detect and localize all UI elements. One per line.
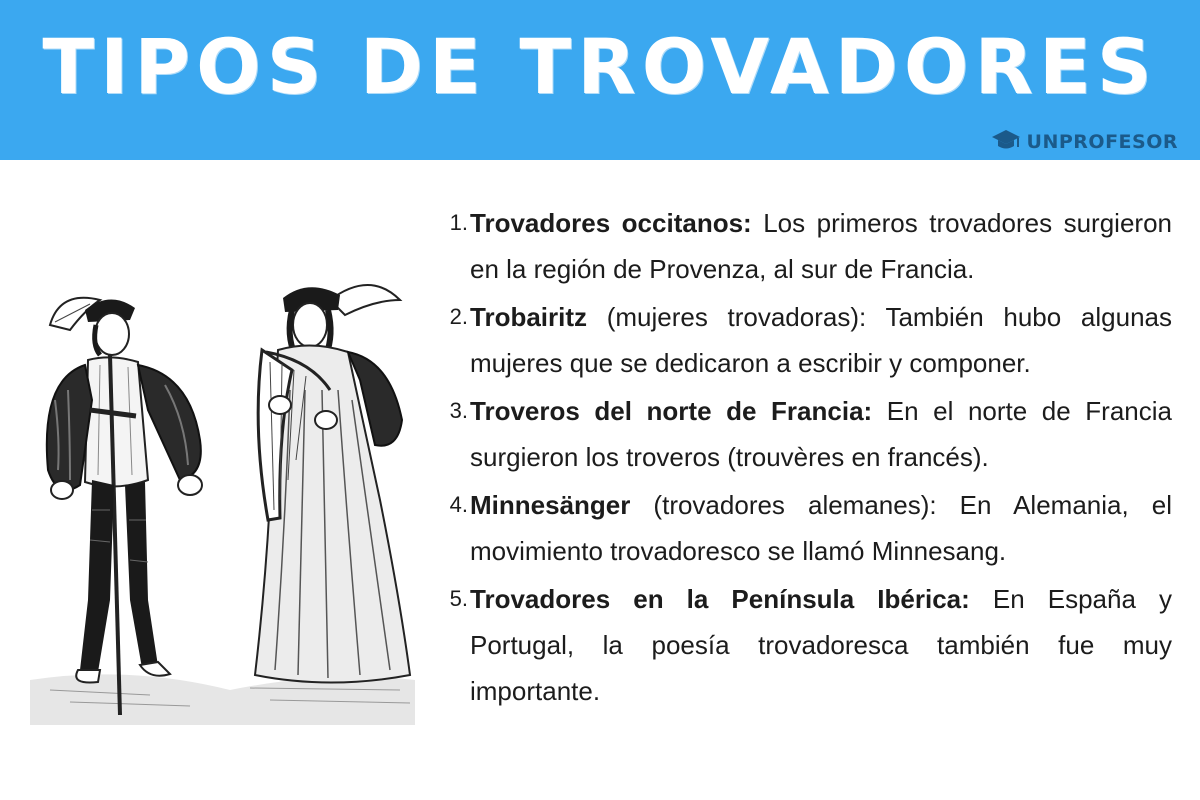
list-item-text: En el norte de Francia surgieron los troveros (trouvères en francés).	[470, 396, 1172, 472]
brand-name: UNPROFESOR	[1026, 131, 1178, 153]
list-item	[440, 388, 1172, 480]
list-item	[440, 294, 1172, 386]
list-item-text: En España y Portugal, la poesía trovadoresca también fue muy importante.	[470, 584, 1173, 706]
brand-logo[interactable]	[991, 128, 1178, 156]
list-item-number: 2.	[449, 304, 468, 329]
list-item-text: Los primeros trovadores surgieron en la región de Provenza, al sur de Francia.	[470, 208, 1172, 284]
list-item-text: (trovadores alemanes): En Alemania, el movimiento trovadoresco se llamó Minnesang.	[470, 490, 1172, 566]
list-item	[440, 576, 1172, 714]
list-item-number: 4.	[449, 492, 468, 517]
list-item-number: 3.	[449, 398, 468, 423]
troubadour-with-harp	[255, 285, 410, 683]
list-item-term: Troveros del norte de Francia:	[470, 396, 873, 426]
troubadours-illustration	[30, 270, 420, 725]
list-item	[440, 482, 1172, 574]
list-item-number: 1.	[449, 210, 468, 235]
troubadour-types-list	[440, 200, 1172, 716]
header-banner	[0, 0, 1200, 160]
list-item-term: Trobairitz	[470, 302, 588, 332]
list-item-term: Trovadores en la Península Ibérica:	[470, 584, 970, 614]
page-title: TIPOS DE TROVADORES	[42, 22, 1158, 111]
list-item-term: Trovadores occitanos:	[470, 208, 752, 238]
troubadour-with-sword	[47, 298, 202, 715]
list-item-term: Minnesänger	[470, 490, 631, 520]
graduation-cap-icon	[991, 128, 1021, 157]
list-item	[440, 200, 1172, 292]
list-item-text: (mujeres trovadoras): También hubo algunas mujeres que se dedicaron a escribir y componer.	[470, 302, 1172, 378]
list-item-number: 5.	[449, 586, 468, 611]
